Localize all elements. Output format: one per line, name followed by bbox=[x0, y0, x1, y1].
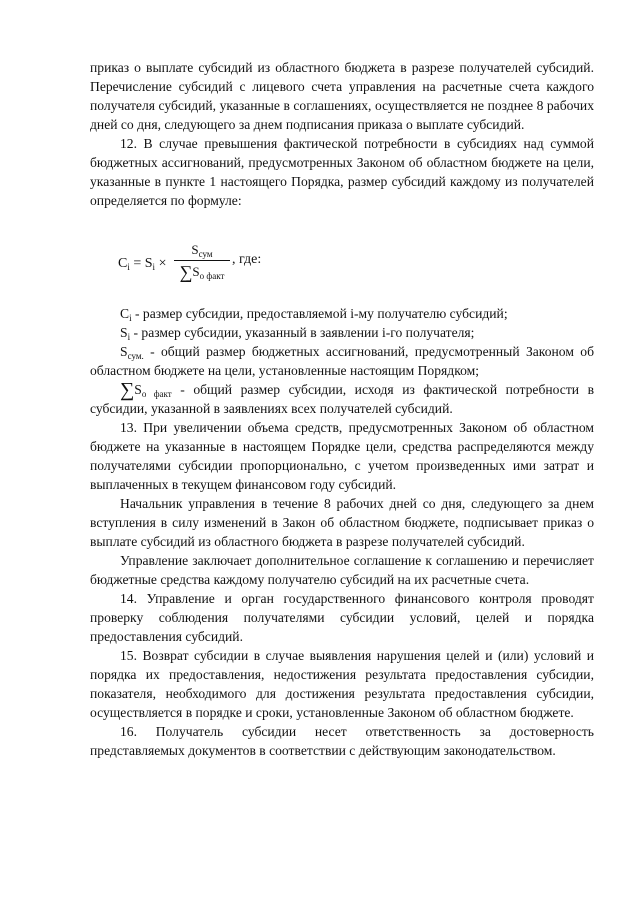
formula-where: , где: bbox=[232, 252, 262, 267]
paragraph-16: 16. Получатель субсидии несет ответственность за достоверность представляемых документов в соответствии с действующим законодательством. bbox=[90, 724, 594, 758]
formula-denominator: $\sum S_{о факт}$ bbox=[179, 262, 225, 282]
paragraph-14: 14. Управление и орган государственного финансового контроля проводят проверку соблюдения получателями субсидии условий, целей и порядка предоставления субсидий. bbox=[90, 591, 594, 644]
sigma-symbol: ∑ bbox=[179, 262, 193, 282]
paragraph-12: 12. В случае превышения фактической потребности в субсидиях над суммой бюджетных ассигнований, предусмотренных Законом об областном бюджете на цели, указанные в пункте 1 настоящего Порядка, размер субсидий каждому из получателей определяется по формуле: bbox=[90, 136, 594, 208]
paragraph-15: 15. Возврат субсидии в случае выявления нарушения целей и (или) условий и порядка их предоставления, недостижения результата предоставления субсидии, показателя, необходимого для достижения результата предоставления субсидии, осуществляется в порядке и сроки, установленные Законом об областном бюджете. bbox=[90, 648, 594, 720]
formula-left-side: $C_i = S_i$ × bbox=[118, 256, 167, 272]
sigma-symbol: ∑ bbox=[120, 379, 135, 401]
paragraph-13: 13. При увеличении объема средств, предусмотренных Законом об областном бюджете на указанные в настоящем Порядке цели, средства распределяются между получателями субсидии пропорционально, с учетом произведенных ими затрат и выплаченных в текущем финансовом году субсидий. bbox=[90, 420, 594, 492]
definition-ssum: $S_{сум.}$ - общий размер бюджетных ассигнований, предусмотренный Законом об областном бюджете на цели, установленные настоящим Порядком; bbox=[90, 344, 594, 378]
subsidy-formula bbox=[90, 210, 594, 304]
paragraph-additional-agreement: Управление заключает дополнительное соглашение к соглашению и перечисляет бюджетные средства каждому получателю субсидий на их расчетные счета. bbox=[90, 553, 594, 587]
formula-fraction bbox=[174, 240, 230, 281]
formula-numerator: $S_{сум}$ bbox=[174, 240, 230, 261]
document-page bbox=[90, 58, 594, 760]
paragraph-order-payment: приказ о выплате субсидий из областного бюджета в разрезе получателей субсидий. Перечисление субсидий с лицевого счета управления на расчетные счета каждого получателя субсидий, указанные в соглашениях, осуществляется не позднее 8 рабочих дней со дня, следующего за днем подписания приказа о выплате субсидий. bbox=[90, 60, 594, 132]
paragraph-head-order: Начальник управления в течение 8 рабочих дней со дня, следующего за днем вступления в силу изменений в Закон об областном бюджете, подписывает приказ о выплате субсидий из областного бюджета в разрезе получателей субсидий. bbox=[90, 496, 594, 549]
definition-si: $S_i$ - размер субсидии, указанный в заявлении i-го получателя; bbox=[120, 325, 475, 342]
definition-sfact: $\sum S_{о факт}$ - общий размер субсидии, исходя из фактической потребности в субсидии, указанной в заявлениях всех получателей субсидий. bbox=[90, 379, 594, 416]
definition-ci: $C_i$ - размер субсидии, предоставляемой i-му получателю субсидий; bbox=[120, 306, 508, 323]
